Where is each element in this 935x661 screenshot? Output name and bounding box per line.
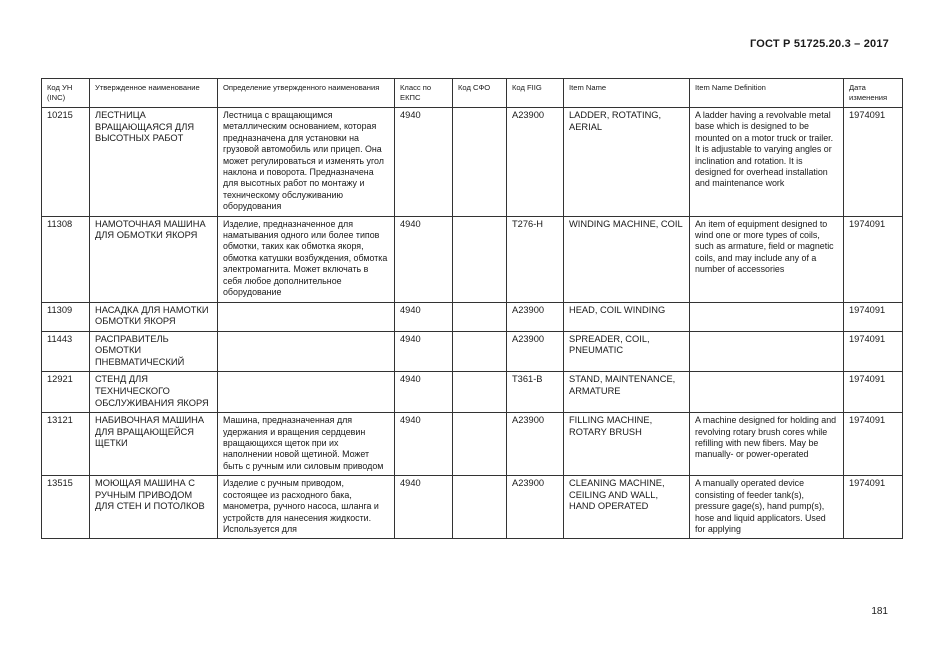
cell-fiig: T361-B xyxy=(507,372,564,413)
col-header-item-name: Item Name xyxy=(564,79,690,108)
cell-class: 4940 xyxy=(395,476,453,539)
cell-date: 1974091 xyxy=(844,302,903,331)
table-row xyxy=(42,302,903,331)
cell-item-definition: An item of equipment designed to wind one or more types of coils, such as armature, field or magnetic coils, and may include any of a number of accessories xyxy=(690,216,844,302)
cell-definition xyxy=(218,331,395,372)
cell-class: 4940 xyxy=(395,372,453,413)
table-row xyxy=(42,413,903,476)
cell-inc: 11443 xyxy=(42,331,90,372)
cell-inc: 12921 xyxy=(42,372,90,413)
page-number: 181 xyxy=(871,606,888,617)
table-row xyxy=(42,476,903,539)
cell-item-name: CLEANING MACHINE, CEILING AND WALL, HAND OPERATED xyxy=(564,476,690,539)
cell-item-name: WINDING MACHINE, COIL xyxy=(564,216,690,302)
cell-date: 1974091 xyxy=(844,331,903,372)
cell-date: 1974091 xyxy=(844,216,903,302)
cell-class: 4940 xyxy=(395,108,453,217)
col-header-item-definition: Item Name Definition xyxy=(690,79,844,108)
cell-definition: Машина, предназначенная для удержания и вращения сердцевин вращающихся щеток при их наполнении новой щетиной. Может быть с ручным или силовым приводом xyxy=(218,413,395,476)
cell-definition: Изделие с ручным приводом, состоящее из расходного бака, манометра, ручного насоса, шланга и устройств для нанесения жидкости. Используется для xyxy=(218,476,395,539)
cell-sfo xyxy=(453,413,507,476)
cell-class: 4940 xyxy=(395,216,453,302)
cell-class: 4940 xyxy=(395,331,453,372)
col-header-name: Утвержденное наименование xyxy=(90,79,218,108)
col-header-sfo: Код СФО xyxy=(453,79,507,108)
cell-item-definition: A ladder having a revolvable metal base which is designed to be mounted on a motor truck or trailer. It is adjustable to varying angles or inclination and rotation. It is designed for overhead installation and maintenance work xyxy=(690,108,844,217)
cell-sfo xyxy=(453,108,507,217)
cell-fiig: T276-H xyxy=(507,216,564,302)
cell-item-name: STAND, MAINTENANCE, ARMATURE xyxy=(564,372,690,413)
cell-inc: 11308 xyxy=(42,216,90,302)
col-header-definition: Определение утвержденного наименования xyxy=(218,79,395,108)
cell-date: 1974091 xyxy=(844,413,903,476)
cell-definition xyxy=(218,372,395,413)
cell-fiig: A23900 xyxy=(507,476,564,539)
table-row xyxy=(42,331,903,372)
cell-definition: Изделие, предназначенное для наматывания одного или более типов обмотки, таких как обмотка якоря, обмотка катушки возбуждения, обмотка электромагнита. Может включать в себя любое дополнительное оборудование xyxy=(218,216,395,302)
cell-sfo xyxy=(453,302,507,331)
table-header-row xyxy=(42,79,903,108)
cell-name: НАСАДКА ДЛЯ НАМОТКИ ОБМОТКИ ЯКОРЯ xyxy=(90,302,218,331)
cell-name: НАМОТОЧНАЯ МАШИНА ДЛЯ ОБМОТКИ ЯКОРЯ xyxy=(90,216,218,302)
cell-fiig: A23900 xyxy=(507,413,564,476)
cell-sfo xyxy=(453,331,507,372)
cell-item-name: FILLING MACHINE, ROTARY BRUSH xyxy=(564,413,690,476)
cell-definition xyxy=(218,302,395,331)
table-row xyxy=(42,108,903,217)
cell-date: 1974091 xyxy=(844,108,903,217)
cell-item-name: LADDER, ROTATING, AERIAL xyxy=(564,108,690,217)
cell-name: НАБИВОЧНАЯ МАШИНА ДЛЯ ВРАЩАЮЩЕЙСЯ ЩЕТКИ xyxy=(90,413,218,476)
cell-date: 1974091 xyxy=(844,476,903,539)
cell-sfo xyxy=(453,372,507,413)
cell-inc: 11309 xyxy=(42,302,90,331)
cell-item-definition xyxy=(690,302,844,331)
col-header-date: Дата изменения xyxy=(844,79,903,108)
cell-fiig: A23900 xyxy=(507,331,564,372)
table-row xyxy=(42,372,903,413)
col-header-fiig: Код FIIG xyxy=(507,79,564,108)
cell-item-definition: A machine designed for holding and revolving rotary brush cores while refilling with new fibers. May be manually- or power-operated xyxy=(690,413,844,476)
cell-item-definition: A manually operated device consisting of feeder tank(s), pressure gage(s), hand pump(s), hose and liquid applicators. Used for applying xyxy=(690,476,844,539)
cell-item-definition xyxy=(690,331,844,372)
col-header-inc: Код УН (INC) xyxy=(42,79,90,108)
cell-class: 4940 xyxy=(395,302,453,331)
cell-inc: 13515 xyxy=(42,476,90,539)
cell-name: ЛЕСТНИЦА ВРАЩАЮЩАЯСЯ ДЛЯ ВЫСОТНЫХ РАБОТ xyxy=(90,108,218,217)
cell-item-definition xyxy=(690,372,844,413)
col-header-class: Класс по ЕКПС xyxy=(395,79,453,108)
cell-definition: Лестница с вращающимся металлическим основанием, которая предназначена для установки на грузовой автомобиль или прицеп. Она может регулироваться и изменять угол наклона и поворота. Предназначена для высотных работ по монтажу и техническому обслуживанию оборудования xyxy=(218,108,395,217)
cell-inc: 13121 xyxy=(42,413,90,476)
cell-fiig: A23900 xyxy=(507,108,564,217)
cell-sfo xyxy=(453,216,507,302)
document-code: ГОСТ Р 51725.20.3 – 2017 xyxy=(749,38,889,50)
cell-date: 1974091 xyxy=(844,372,903,413)
cell-sfo xyxy=(453,476,507,539)
catalog-table xyxy=(41,78,903,539)
cell-fiig: A23900 xyxy=(507,302,564,331)
table-row xyxy=(42,216,903,302)
cell-name: СТЕНД ДЛЯ ТЕХНИЧЕСКОГО ОБСЛУЖИВАНИЯ ЯКОРЯ xyxy=(90,372,218,413)
cell-class: 4940 xyxy=(395,413,453,476)
cell-item-name: HEAD, COIL WINDING xyxy=(564,302,690,331)
cell-name: МОЮЩАЯ МАШИНА С РУЧНЫМ ПРИВОДОМ ДЛЯ СТЕН И ПОТОЛКОВ xyxy=(90,476,218,539)
cell-item-name: SPREADER, COIL, PNEUMATIC xyxy=(564,331,690,372)
cell-name: РАСПРАВИТЕЛЬ ОБМОТКИ ПНЕВМАТИЧЕСКИЙ xyxy=(90,331,218,372)
cell-inc: 10215 xyxy=(42,108,90,217)
